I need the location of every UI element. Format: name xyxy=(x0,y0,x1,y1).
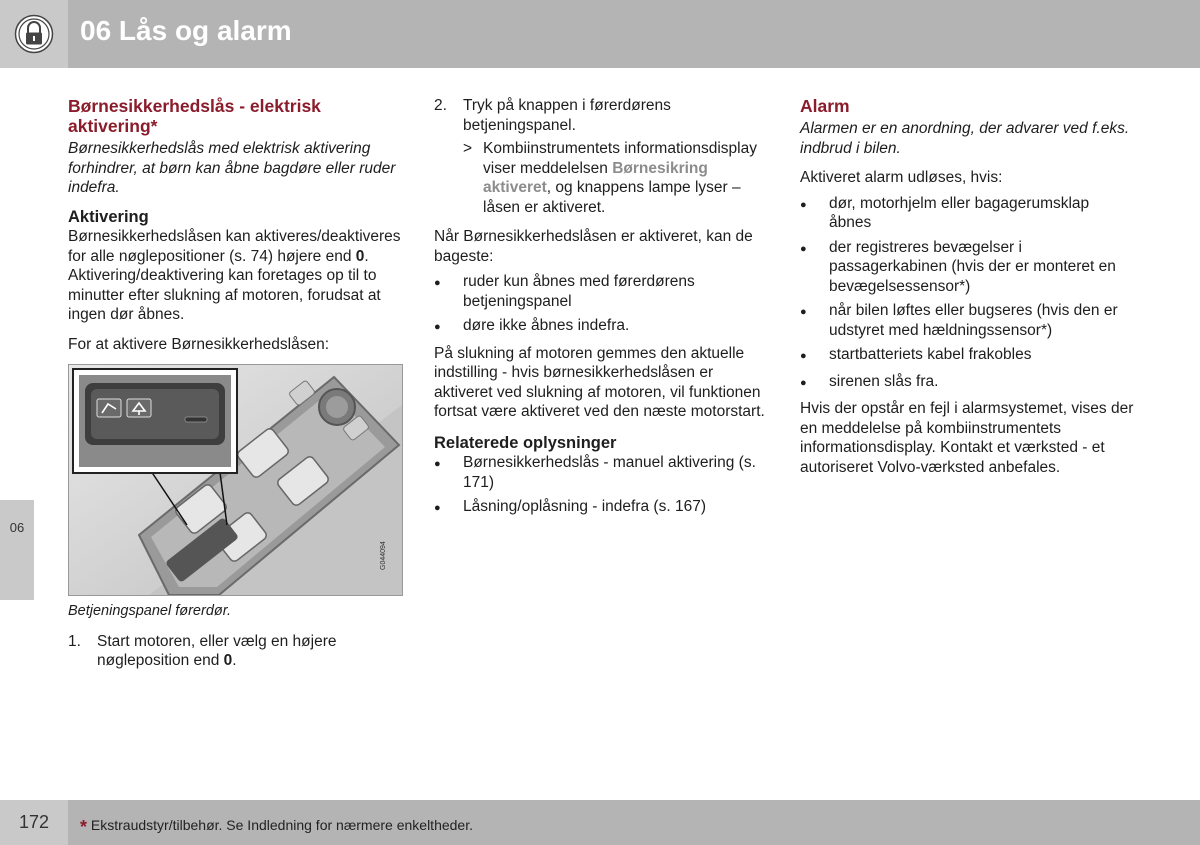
bullet-icon: ● xyxy=(800,350,807,362)
figure-caption: Betjeningspanel førerdør. xyxy=(68,603,232,619)
list-item xyxy=(434,453,769,492)
section-heading-alarm: Alarm xyxy=(800,96,850,116)
page-footer xyxy=(0,800,1200,845)
list-item xyxy=(800,194,1135,233)
page-number: 172 xyxy=(18,812,50,832)
alarm-trigger-paragraph: Aktiveret alarm udløses, hvis: xyxy=(800,169,1003,186)
list-item-text: når bilen løftes eller bugseres (hvis den er udstyret med hældningssensor*) xyxy=(829,302,1118,339)
column-child-lock-continued xyxy=(434,96,769,525)
chapter-side-tab xyxy=(0,500,34,600)
figure-code: G044094 xyxy=(380,541,387,570)
list-item-text: sirenen slås fra. xyxy=(829,372,939,390)
page-header xyxy=(0,0,1200,68)
list-item xyxy=(800,301,1135,340)
activation-instruction: For at aktivere Børnesikkerhedslåsen: xyxy=(68,335,330,353)
bullet-icon: ● xyxy=(434,321,441,333)
list-item xyxy=(434,272,769,311)
footnote: * Ekstraudstyr/tilbehør. Se Indledning for nærmere enkeltheder. xyxy=(80,817,473,837)
bullet-icon: ● xyxy=(434,458,441,470)
list-item xyxy=(434,316,769,338)
engine-off-paragraph: På slukning af motoren gemmes den aktuelle indstilling - hvis børnesikkerhedslåsen er aktiveret ved slukning af motoren, vil funktionen fortsat være aktiveret ved den næste motorstart. xyxy=(434,344,765,420)
list-item-text: startbatteriets kabel frakobles xyxy=(829,346,1032,363)
section-intro: Børnesikkerhedslås med elektrisk aktivering forhindrer, at børn kan åbne bagdøre eller ruder indefra. xyxy=(68,140,396,196)
bullet-icon: ● xyxy=(800,198,807,211)
alarm-trigger-list xyxy=(800,194,1135,394)
display-message: Børnesikring aktiveret xyxy=(483,159,708,196)
step-2: 2. Tryk på knappen i førerdørens betjeningspanel. xyxy=(434,97,671,134)
chapter-tab-label: 06 xyxy=(9,520,25,535)
page-title: 06 Lås og alarm xyxy=(80,15,292,46)
page-number-box xyxy=(0,800,68,845)
alarm-intro: Alarmen er en anordning, der advarer ved f.eks. indbrud i bilen. xyxy=(800,120,1130,157)
list-item-text: døre ikke åbnes indefra. xyxy=(463,317,630,334)
list-item xyxy=(800,345,1135,367)
list-item-text: ruder kun åbnes med førerdørens betjeningspanel xyxy=(463,273,695,310)
step-1: 1. Start motoren, eller vælg en højere nøgleposition end 0. xyxy=(68,632,337,669)
door-panel-figure xyxy=(68,364,403,596)
list-item-text: dør, motorhjelm eller bagagerumsklap åbnes xyxy=(829,194,1090,231)
bullet-icon: ● xyxy=(800,306,807,318)
related-info-list xyxy=(434,453,769,519)
list-item-text: der registreres bevægelser i passagerkabinen (hvis der er monteret en bevægelsessensor*) xyxy=(829,238,1116,295)
list-item-text: Børnesikkerhedslås - manuel aktivering (s. 171) xyxy=(463,454,756,491)
section-heading-child-lock: Børnesikkerhedslås - elektrisk aktivering* xyxy=(68,96,321,136)
list-item xyxy=(800,238,1135,297)
step-2-result: > Kombiinstrumentets informationsdisplay viser meddelelsen Børnesikring aktiveret, og knappens lampe lyser – låsen er aktiveret. xyxy=(463,140,757,216)
bullet-icon: ● xyxy=(800,376,807,389)
lock-icon xyxy=(14,14,54,54)
column-child-lock xyxy=(68,96,403,675)
activation-paragraph: Børnesikkerhedslåsen kan aktiveres/deaktiveres for alle nøglepositioner (s. 74) højere end 0. Aktivering/deaktivering kan foretages op til to minutter efter slukning af motoren, forudsat at ingen dør åbnes. xyxy=(68,228,401,323)
related-info-heading: Relaterede oplysninger xyxy=(434,433,617,452)
door-panel-illustration xyxy=(69,365,402,595)
rear-lock-list xyxy=(434,272,769,338)
sub-heading-activation: Aktivering xyxy=(68,207,149,226)
list-item xyxy=(434,497,769,519)
list-item-text: Låsning/oplåsning - indefra (s. 167) xyxy=(463,498,706,515)
alarm-fault-paragraph: Hvis der opstår en fejl i alarmsystemet, vises der en meddelelse på kombiinstrumentets informationsdisplay. Kontakt et værksted - et autoriseret Volvo-værksted anbefales. xyxy=(800,400,1134,476)
list-item xyxy=(800,372,1135,394)
bullet-icon: ● xyxy=(800,242,807,255)
bullet-icon: ● xyxy=(434,502,441,514)
header-icon-box xyxy=(0,0,68,68)
column-alarm xyxy=(800,96,1135,487)
rear-lock-paragraph: Når Børnesikkerhedslåsen er aktiveret, kan de bageste: xyxy=(434,228,753,265)
bullet-icon: ● xyxy=(434,277,441,289)
